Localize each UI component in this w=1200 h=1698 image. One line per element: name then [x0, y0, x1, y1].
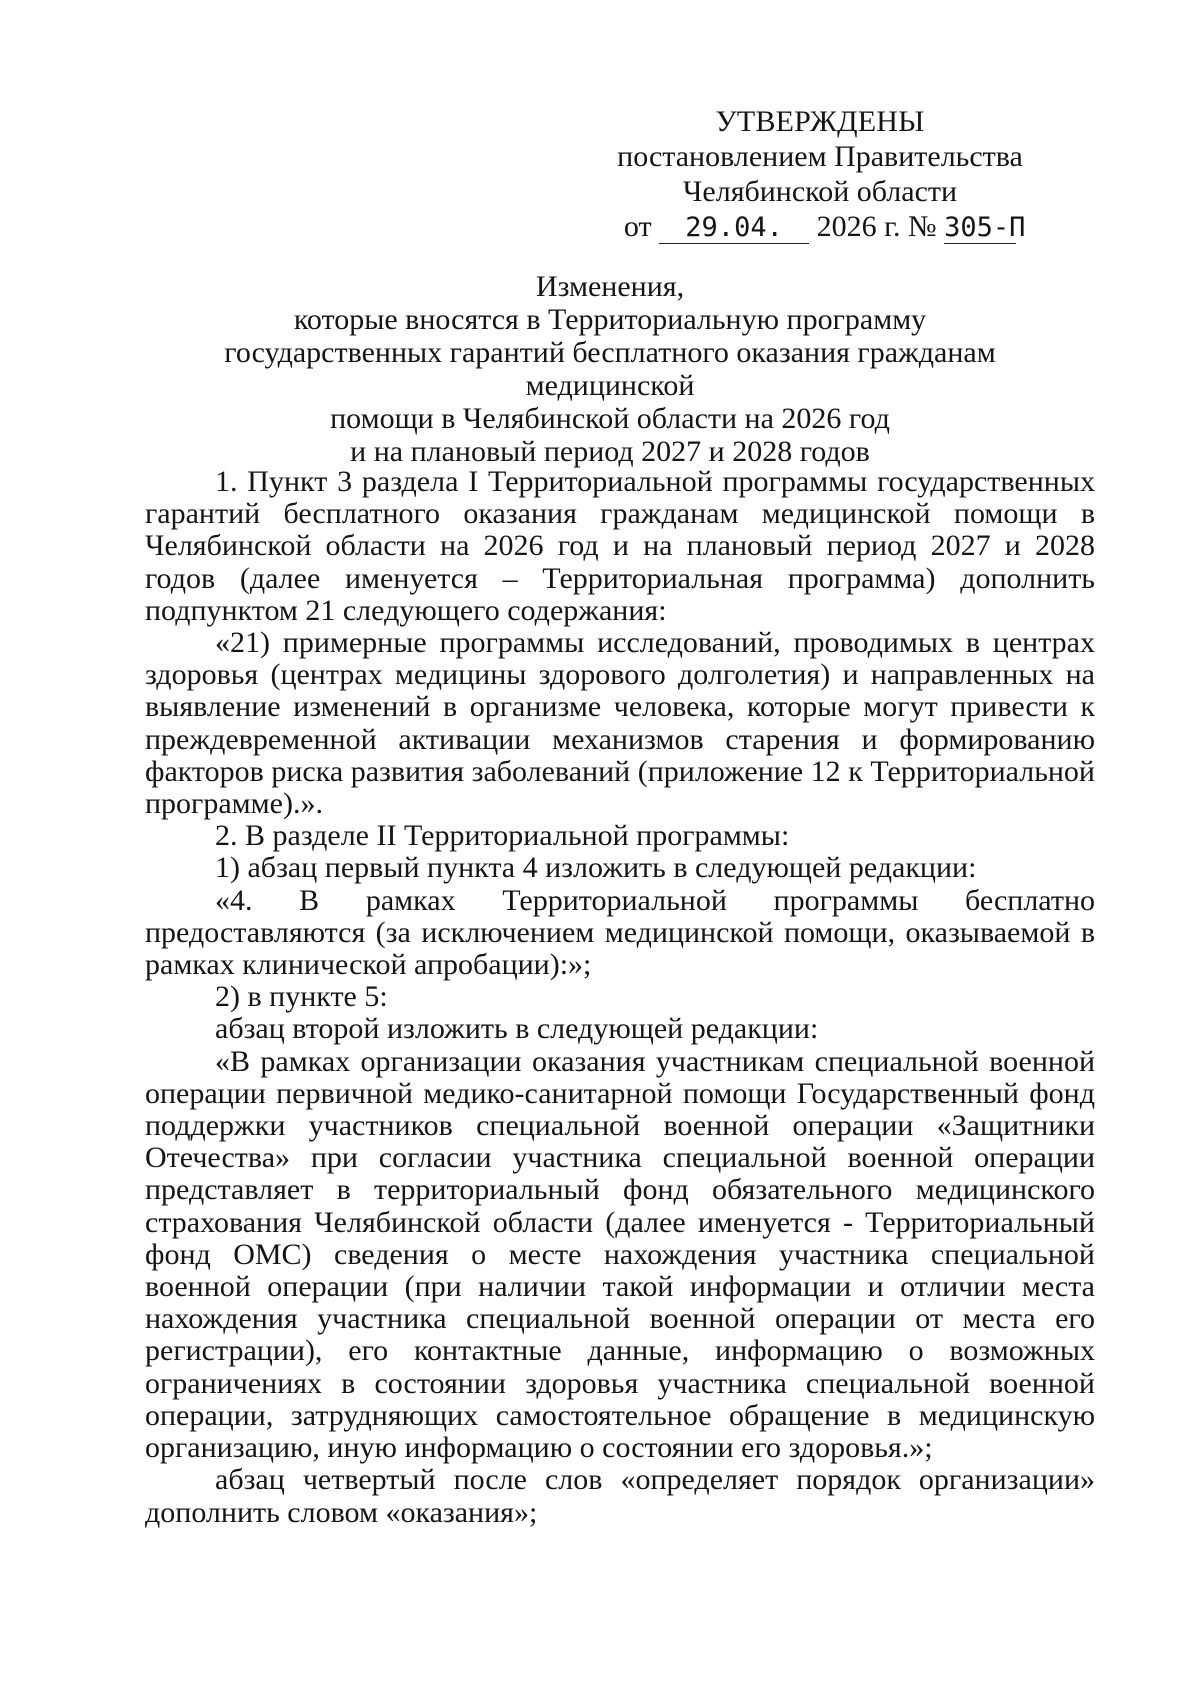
paragraph-subitem-2-2: 2) в пункте 5: [215, 980, 388, 1014]
paragraph-item-2: 2. В разделе II Территориальной программы: [215, 819, 790, 853]
paragraph-second-abzac: абзац второй изложить в следующей редакции: [215, 1012, 819, 1046]
heading-line-3: государственных гарантий бесплатного оказания гражданам медицинской [224, 336, 996, 402]
approval-date-row [560, 209, 1080, 244]
approval-date-handwritten: 29.04. [659, 213, 809, 244]
heading-line-5: и на плановый период 2027 и 2028 годов [350, 435, 870, 468]
document-heading [140, 270, 1080, 468]
heading-line-4: помощи в Челябинской области на 2026 год [330, 402, 890, 435]
paragraph-clause-4: «4. В рамках Территориальной программы бесплатно предоставляются (за исключением медицинской помощи, оказываемой в рамках клинической апробации):»; [145, 883, 1095, 982]
approval-line-resolution: постановлением Правительства [617, 140, 1023, 173]
paragraph-fourth-abzac: абзац четвертый после слов «определяет порядок организации» дополнить словом «оказания»; [145, 1463, 1095, 1529]
approval-title: УТВЕРЖДЕНЫ [715, 105, 925, 138]
heading-line-1: Изменения, [535, 270, 685, 303]
approval-from-label: от [623, 210, 652, 243]
document-body [145, 466, 1095, 1529]
paragraph-subitem-21: «21) примерные программы исследований, проводимых в центрах здоровья (центрах медицины здорового долголетия) и направленных на выявление изменений в организме человека, которые могут привести к преждевременной активации механизмов старения и формированию факторов риска развития заболеваний (приложение 12 к Территориальной программе).». [145, 626, 1095, 821]
heading-line-2: которые вносятся в Территориальную программу [293, 303, 927, 336]
paragraph-subitem-2-1: 1) абзац первый пункта 4 изложить в следующей редакции: [215, 851, 977, 885]
paragraph-item-1: 1. Пункт 3 раздела I Территориальной программы государственных гарантий бесплатного оказания гражданам медицинской помощи в Челябинской области на 2026 год и на плановый период 2027 и 2028 годов (далее именуется – Территориальная программа) дополнить подпунктом 21 следующего содержания: [145, 465, 1095, 627]
approval-block [560, 104, 1080, 244]
approval-number-handwritten: 305-П [944, 212, 1026, 243]
paragraph-svo-participants: «В рамках организации оказания участникам специальной военной операции первичной медико-санитарной помощи Государственный фонд поддержки участников специальной военной операции «Защитники Отечества» при согласии участника специальной военной операции представляет в территориальный фонд обязательного медицинского страхования Челябинской области (далее именуется - Территориальный фонд ОМС) сведения о месте нахождения участника специальной военной операции (при наличии такой информации и отличии места нахождения участника специальной военной операции от места его регистрации), его контактные данные, информацию о возможных ограничениях в состоянии здоровья участника специальной военной операции, затрудняющих самостоятельное обращение в медицинскую организацию, иную информацию о состоянии его здоровья.»; [145, 1044, 1095, 1465]
approval-line-region: Челябинской области [682, 175, 958, 208]
approval-year-number-label: 2026 г. № [816, 210, 937, 243]
